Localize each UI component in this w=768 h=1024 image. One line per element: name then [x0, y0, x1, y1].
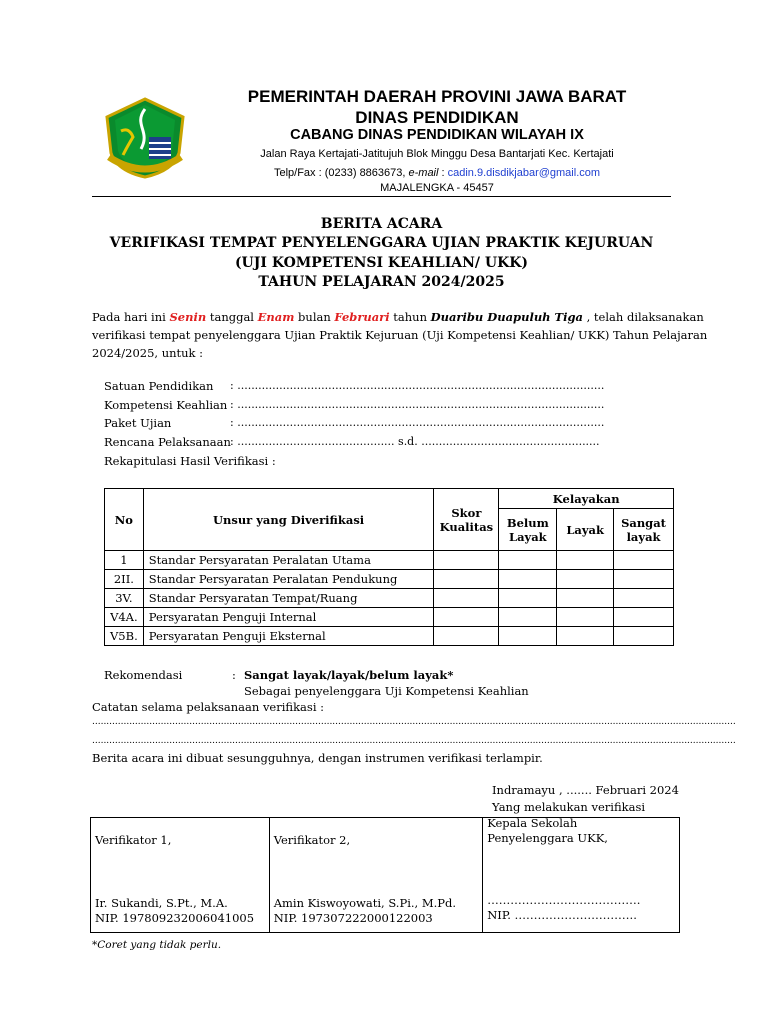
row-no: V5B.	[105, 627, 144, 646]
v1-nip: NIP. 197809232006041005	[95, 911, 255, 925]
day-value: Senin	[169, 310, 207, 324]
phone-label: Telp/Fax : (0233) 8863673,	[273, 167, 409, 179]
catatan-line-1[interactable]: .................................................................................................................................................................................................................................	[92, 717, 736, 727]
sangat-layak-cell[interactable]	[614, 589, 674, 608]
layak-cell[interactable]	[557, 570, 614, 589]
doc-title-2: VERIFIKASI TEMPAT PENYELENGGARA UJIAN PRAKTIK KEJURUAN	[109, 235, 654, 251]
intro-line-2: verifikasi tempat penyelenggara Ujian Praktik Kejuruan (Uji Kompetensi Keahlian/ UKK) Tahun Pelajaran	[92, 328, 708, 342]
skor-cell[interactable]	[434, 570, 499, 589]
skor-cell[interactable]	[434, 551, 499, 570]
belum-layak-cell[interactable]	[499, 551, 557, 570]
table-row	[105, 551, 674, 570]
paket-label: Paket Ujian	[104, 416, 172, 430]
signature-verifikator-1	[91, 818, 270, 933]
verifier-caption: Yang melakukan verifikasi	[492, 800, 646, 814]
row-no: 3V.	[105, 589, 144, 608]
skor-cell[interactable]	[434, 589, 499, 608]
layak-cell[interactable]	[557, 551, 614, 570]
k-nip[interactable]: NIP. …………………………..	[487, 908, 637, 922]
verification-table	[104, 488, 674, 646]
signature-verifikator-2	[269, 818, 483, 933]
kompetensi-label: Kompetensi Keahlian	[104, 398, 228, 412]
sangat-layak-cell[interactable]	[614, 570, 674, 589]
header-address: Jalan Raya Kertajati-Jatitujuh Blok Minggu Desa Bantarjati Kec. Kertajati	[260, 148, 614, 160]
place-date: Indramayu , ....... Februari 2024	[492, 783, 679, 797]
header-sangat-layak: Sangat layak	[614, 509, 674, 551]
k-title-2: Penyelenggara UKK,	[487, 831, 608, 845]
table-row	[105, 627, 674, 646]
sangat-layak-cell[interactable]	[614, 627, 674, 646]
header-line1: PEMERINTAH DAERAH PROVINI JAWA BARAT	[247, 87, 627, 106]
rekomendasi-label: Rekomendasi	[104, 668, 183, 682]
email-label: e-mail	[408, 167, 439, 179]
table-row	[105, 608, 674, 627]
paket-field[interactable]: : .........................................................................................................	[230, 416, 605, 429]
sangat-layak-cell[interactable]	[614, 608, 674, 627]
row-unsur: Standar Persyaratan Tempat/Ruang	[143, 589, 434, 608]
header-skor: Skor Kualitas	[434, 489, 499, 551]
skor-cell[interactable]	[434, 608, 499, 627]
layak-cell[interactable]	[557, 627, 614, 646]
date-value: Enam	[257, 310, 295, 324]
v2-name: Amin Kiswoyowati, S.Pi., M.Pd.	[273, 896, 457, 910]
doc-title-1: BERITA ACARA	[320, 216, 443, 232]
intro-line-3: 2024/2025, untuk :	[92, 346, 204, 360]
belum-layak-cell[interactable]	[499, 627, 557, 646]
header-line2: DINAS PENDIDIKAN	[355, 108, 519, 127]
rencana-field[interactable]: : ............................................. s.d. ...................................................	[230, 435, 600, 448]
row-no: 2II.	[105, 570, 144, 589]
belum-layak-cell[interactable]	[499, 589, 557, 608]
layak-cell[interactable]	[557, 589, 614, 608]
doc-title-3: (UJI KOMPETENSI KEAHLIAN/ UKK)	[234, 255, 529, 271]
k-name[interactable]: ………………………………….	[487, 893, 641, 907]
table-row	[105, 589, 674, 608]
email-separator: :	[438, 167, 448, 179]
row-unsur: Persyaratan Penguji Eksternal	[143, 627, 434, 646]
footnote: *Coret yang tidak perlu.	[92, 939, 222, 951]
rekomendasi-value[interactable]: Sangat layak/layak/belum layak*	[244, 668, 454, 682]
row-unsur: Standar Persyaratan Peralatan Utama	[143, 551, 434, 570]
header-no: No	[105, 489, 144, 551]
row-no: 1	[105, 551, 144, 570]
email-link[interactable]: cadin.9.disdikjabar@gmail.com	[447, 167, 601, 179]
header-layak: Layak	[557, 509, 614, 551]
rencana-label: Rencana Pelaksanaan	[104, 435, 231, 449]
month-value: Februari	[334, 310, 390, 324]
row-no: V4A.	[105, 608, 144, 627]
rekap-label: Rekapitulasi Hasil Verifikasi :	[104, 454, 276, 468]
header-line3: CABANG DINAS PENDIDIKAN WILAYAH IX	[290, 127, 584, 143]
satuan-field[interactable]: : .........................................................................................................	[230, 379, 605, 392]
doc-title-4: TAHUN PELAJARAN 2024/2025	[258, 274, 505, 290]
header-city: MAJALENGKA - 45457	[380, 182, 494, 194]
catatan-line-2[interactable]: .................................................................................................................................................................................................................................	[92, 736, 736, 746]
table-row	[105, 570, 674, 589]
v1-name: Ir. Sukandi, S.Pt., M.A.	[95, 896, 228, 910]
rekomendasi-colon: :	[232, 668, 236, 682]
v2-nip: NIP. 197307222000122003	[273, 911, 433, 925]
layak-cell[interactable]	[557, 608, 614, 627]
sangat-layak-cell[interactable]	[614, 551, 674, 570]
v2-title: Verifikator 2,	[273, 833, 351, 847]
header-divider	[92, 196, 671, 197]
k-title-1: Kepala Sekolah	[487, 816, 578, 830]
kompetensi-field[interactable]: : .........................................................................................................	[230, 398, 605, 411]
signature-kepala-sekolah	[483, 818, 680, 933]
intro-line-1: Pada hari ini Senin tanggal Enam bulan Februari tahun Duaribu Duapuluh Tiga , telah dilaksanakan	[92, 310, 704, 324]
row-unsur: Standar Persyaratan Peralatan Pendukung	[143, 570, 434, 589]
header-belum-layak: Belum Layak	[499, 509, 557, 551]
rekomendasi-sub: Sebagai penyelenggara Uji Kompetensi Keahlian	[244, 684, 529, 698]
skor-cell[interactable]	[434, 627, 499, 646]
header-kelayakan: Kelayakan	[499, 489, 674, 509]
belum-layak-cell[interactable]	[499, 570, 557, 589]
header-unsur: Unsur yang Diverifikasi	[143, 489, 434, 551]
closing-statement: Berita acara ini dibuat sesungguhnya, dengan instrumen verifikasi terlampir.	[92, 751, 543, 765]
header-contact	[190, 167, 684, 179]
jawa-barat-emblem-logo	[103, 97, 187, 179]
satuan-label: Satuan Pendidikan	[104, 379, 214, 393]
belum-layak-cell[interactable]	[499, 608, 557, 627]
catatan-label: Catatan selama pelaksanaan verifikasi :	[92, 700, 325, 714]
year-value: Duaribu Duapuluh Tiga	[430, 310, 583, 324]
v1-title: Verifikator 1,	[95, 833, 172, 847]
row-unsur: Persyaratan Penguji Internal	[143, 608, 434, 627]
signature-table	[90, 817, 680, 933]
